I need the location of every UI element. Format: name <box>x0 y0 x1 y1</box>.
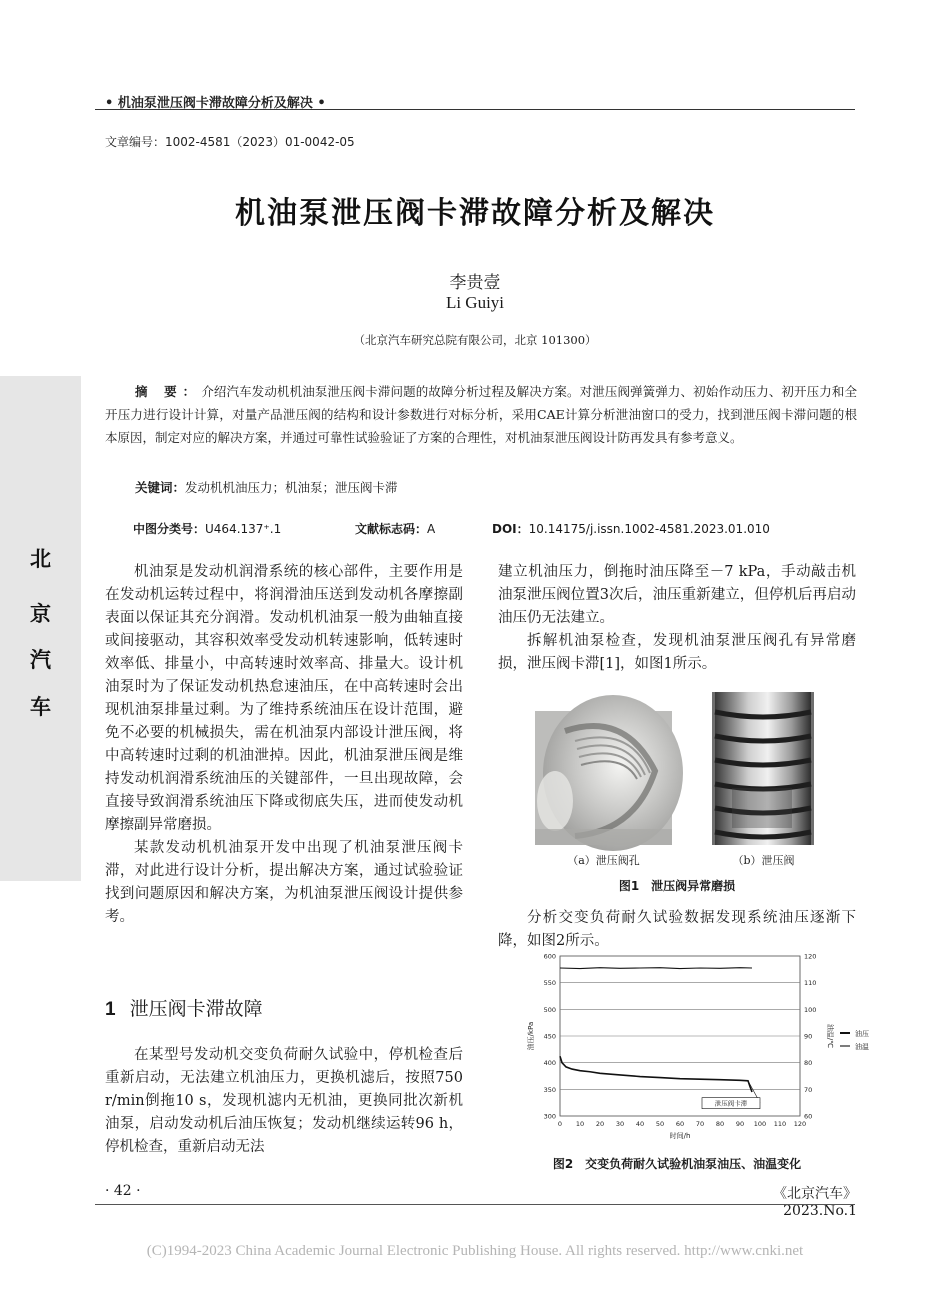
y2-tick-label: 60 <box>804 1112 813 1121</box>
right-column-fig2-text <box>498 907 856 953</box>
x-tick-label: 70 <box>695 1120 705 1128</box>
author-name-en: Li Guiyi <box>445 293 505 312</box>
x-tick-label: 40 <box>635 1120 645 1128</box>
y-tick-label: 400 <box>543 1059 556 1068</box>
keywords-text: 发动机机油压力；机油泵；泄压阀卡滞 <box>185 480 398 495</box>
page-number: · 42 · <box>105 1183 141 1199</box>
x-tick-label: 50 <box>655 1120 665 1128</box>
keywords-label: 关键词： <box>135 480 186 495</box>
keywords <box>135 478 398 496</box>
x-tick-label: 110 <box>773 1120 787 1128</box>
y-tick-label: 600 <box>543 952 556 961</box>
sidebar-char: 京 <box>30 602 51 626</box>
legend-entry: 油温 <box>855 1043 869 1051</box>
relief-valve-bore-photo <box>535 711 672 845</box>
doi <box>492 520 770 537</box>
footer-rule <box>95 1204 855 1205</box>
author-affiliation: （北京汽车研究总院有限公司，北京 101300） <box>353 333 597 347</box>
article-number: 文章编号：1002-4581（2023）01-0042-05 <box>105 135 355 149</box>
cnki-watermark: (C)1994-2023 China Academic Journal Electronic Publishing House. All rights reserved. http://www.cnki.net <box>146 1243 804 1259</box>
paragraph: 分析交变负荷耐久试验数据发现系统油压逐渐下降，如图2所示。 <box>498 910 856 949</box>
figure1-subcaption-a: （a）泄压阀孔 <box>567 854 640 867</box>
paper-title: 机油泵泄压阀卡滞故障分析及解决 <box>235 196 715 231</box>
figure1-caption: 图1 泄压阀异常磨损 <box>618 879 736 893</box>
header-rule <box>95 109 855 110</box>
paragraph: 机油泵是发动机润滑系统的核心部件，主要作用是在发动机运转过程中，将润滑油压送到发动机各摩擦副表面以保证其充分润滑。发动机机油泵一般为曲轴直接或间接驱动，其容积效率受发动机转速影响，低转速时效率低、排量小，中高转速时效率高、排量大。设计机油泵时为了保证发动机热怠速油压，在中高转速时会出现机油泵排量过剩。为了维持系统油压在设计范围，避免不必要的机械损失，需在机油泵内部设计泄压阀，将中高转速时过剩的机油泄掉。因此，机油泵泄压阀是维持发动机润滑系统油压的关键部件，一旦出现故障，会直接导致润滑系统油压下降或彻底失压，进而使发动机摩擦副异常磨损。 <box>105 564 463 833</box>
right-column-top <box>498 561 856 676</box>
y2-axis-label: 油温/℃ <box>826 1023 834 1049</box>
paragraph: 某款发动机机油泵开发中出现了机油泵泄压阀卡滞，对此进行设计分析，提出解决方案，通过试验验证找到问题原因和解决方案，为机油泵泄压阀设计提供参考。 <box>105 840 463 925</box>
paragraph: 建立机油压力，倒拖时油压降至－7 kPa，手动敲击机油泵泄压阀位置3次后，油压重新建立，但停机后再启动油压仍无法建立。 <box>498 564 856 626</box>
y-tick-label: 300 <box>543 1112 556 1121</box>
section-title: 泄压阀卡滞故障 <box>129 998 263 1020</box>
x-tick-label: 30 <box>615 1120 625 1128</box>
doc-label: 文献标志码： <box>355 522 428 536</box>
doc-value: A <box>427 522 436 536</box>
y-tick-label: 450 <box>543 1032 556 1041</box>
journal-sidebar <box>0 376 81 881</box>
legend-entry: 油压 <box>855 1030 869 1038</box>
left-column-intro <box>105 561 463 929</box>
y-axis-label: 油压/kPa <box>527 1021 535 1051</box>
doi-label: DOI： <box>492 522 529 536</box>
x-tick-label: 0 <box>557 1120 563 1128</box>
paragraph: 拆解机油泵检查，发现机油泵泄压阀孔有异常磨损，泄压阀卡滞[1]，如图1所示。 <box>498 633 856 672</box>
x-tick-label: 100 <box>753 1120 767 1128</box>
x-tick-label: 10 <box>575 1120 585 1128</box>
sidebar-char: 汽 <box>30 648 51 672</box>
x-tick-label: 80 <box>715 1120 725 1128</box>
y2-tick-label: 110 <box>804 979 817 988</box>
paragraph: 在某型号发动机交变负荷耐久试验中，停机检查后重新启动，无法建立机油压力，更换机滤后，按照750 r/min倒拖10 s，发现机滤内无机油，更换同批次新机油泵，启动发动机后油压恢复；发动机继续运转96 h，停机检查，重新启动无法 <box>105 1047 463 1155</box>
y2-tick-label: 80 <box>804 1059 813 1068</box>
document-code <box>355 520 435 537</box>
abstract <box>105 380 857 449</box>
x-tick-label: 90 <box>735 1120 745 1128</box>
journal-issue: 《北京汽车》2023.No.1 <box>773 1186 857 1219</box>
y2-tick-label: 120 <box>804 952 817 961</box>
y2-tick-label: 100 <box>804 1005 817 1014</box>
section-heading <box>105 994 263 1021</box>
y-tick-label: 550 <box>543 979 556 988</box>
sidebar-char: 北 <box>30 547 51 571</box>
x-tick-label: 60 <box>675 1120 685 1128</box>
x-tick-label: 20 <box>595 1120 605 1128</box>
section-number: 1 <box>105 999 116 1020</box>
y2-tick-label: 70 <box>804 1085 813 1094</box>
y2-tick-label: 90 <box>804 1032 813 1041</box>
relief-valve-photo <box>712 692 814 845</box>
y-tick-label: 350 <box>543 1085 556 1094</box>
author-name-cn: 李贵壹 <box>449 273 501 293</box>
oil-pressure-temperature-chart <box>515 948 869 1148</box>
doi-value: 10.14175/j.issn.1002-4581.2023.01.010 <box>528 522 770 536</box>
figure1-subcaption-b: （b）泄压阀 <box>732 854 795 867</box>
clc-number <box>133 520 281 537</box>
left-column-section1 <box>105 1044 463 1159</box>
clc-label: 中图分类号： <box>133 522 206 536</box>
abstract-label: 摘 要： <box>135 384 202 399</box>
x-tick-label: 120 <box>793 1120 807 1128</box>
x-axis-label: 时间/h <box>669 1132 691 1140</box>
y-tick-label: 500 <box>543 1005 556 1014</box>
figure2-caption: 图2 交变负荷耐久试验机油泵油压、油温变化 <box>552 1157 802 1171</box>
abstract-text: 介绍汽车发动机机油泵泄压阀卡滞问题的故障分析过程及解决方案。对泄压阀弹簧弹力、初始作动压力、初开压力和全开压力进行设计计算，对量产品泄压阀的结构和设计参数进行对标分析，采用CAE计算分析泄油窗口的受力，找到泄压阀卡滞问题的根本原因，制定对应的解决方案，并通过可靠性试验验证了方案的合理性，对机油泵泄压阀设计防再发具有参考意义。 <box>105 384 857 445</box>
clc-value: U464.137⁺.1 <box>205 522 282 536</box>
sidebar-char: 车 <box>30 695 51 719</box>
annotation-label: 泄压阀卡滞 <box>714 1099 748 1108</box>
running-header: • 机油泵泄压阀卡滞故障分析及解决 • <box>105 96 326 111</box>
